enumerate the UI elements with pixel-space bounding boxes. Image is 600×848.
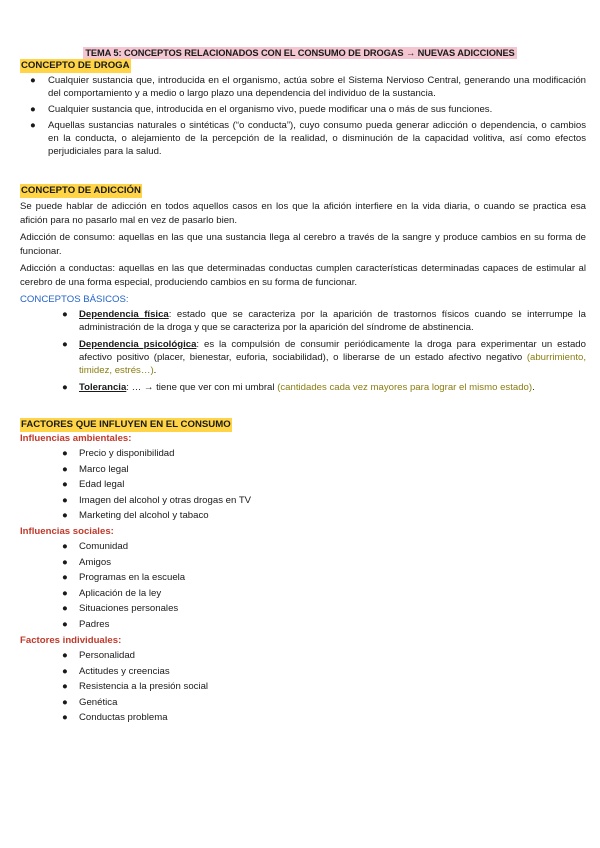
list-item: ● Marketing del alcohol y tabaco (62, 508, 251, 524)
group-heading-ambientales: Influencias ambientales: (20, 433, 132, 444)
bullet-icon: ● (62, 541, 68, 552)
bullet-icon: ● (62, 381, 68, 393)
list-item: ● Aplicación de la ley (62, 586, 185, 602)
list-item: ● Precio y disponibilidad (62, 446, 251, 462)
droga-definitions-list (30, 74, 586, 161)
bullet-icon: ● (62, 665, 68, 677)
group-heading-sociales: Influencias sociales: (20, 526, 114, 537)
list-item: ● Personalidad (62, 648, 208, 664)
sociales-list (62, 539, 185, 633)
paragraph-adiccion-general: Se puede hablar de adicción en todos aquellos casos en los que la afición interfiere en la vida diaria, o cuando se practica esa afición para no pasarlo mal en vez de pasarlo bien. (20, 201, 586, 226)
bullet-icon: ● (62, 556, 68, 568)
basic-concepts-heading: CONCEPTOS BÁSICOS: (20, 294, 129, 305)
bullet-icon: ● (30, 119, 36, 131)
group-heading-individuales: Factores individuales: (20, 635, 122, 646)
bullet-icon: ● (62, 587, 68, 599)
paragraph-adiccion-conductas: Adicción a conductas: aquellas en las que determinadas conductas cumplen características determinadas capaces de estimular al cerebro de una forma especial, produciendo cambios en su forma de funcionar. (20, 263, 586, 288)
list-item: ● Dependencia psicológica: es la compulsión de consumir periódicamente la droga para experimentar un estado afectivo positivo (placer, bienestar, euforia, sociabilidad), o liberarse de un estado afectivo negativo (aburrimiento, timidez, estrés…). (62, 338, 586, 377)
bullet-icon: ● (62, 712, 68, 724)
list-item: ● Dependencia física: estado que se caracteriza por la aparición de trastornos físicos cuando se interrumpe la administración de la droga y que se caracteriza por la aparición del síndrome de abstinencia. (62, 309, 586, 334)
bullet-icon: ● (62, 572, 68, 584)
bullet-icon: ● (62, 681, 68, 693)
section-heading-droga: CONCEPTO DE DROGA (21, 60, 130, 71)
term: Dependencia psicológica (79, 338, 197, 350)
list-item: ● Conductas problema (62, 710, 208, 726)
bullet-icon: ● (30, 75, 36, 86)
basic-concepts-list (62, 308, 586, 397)
bullet-icon: ● (62, 618, 68, 630)
list-item: ● Edad legal (62, 477, 251, 493)
list-item: ● Tolerancia: … → tiene que ver con mi umbral (cantidades cada vez mayores para lograr el mismo estado). (62, 381, 535, 393)
note: (cantidades cada vez mayores para lograr el mismo estado) (277, 381, 533, 393)
bullet-icon: ● (62, 338, 68, 350)
list-item: ● Actitudes y creencias (62, 664, 208, 680)
section-heading-adiccion: CONCEPTO DE ADICCIÓN (21, 185, 141, 196)
list-item: ● Cualquier sustancia que, introducida en el organismo, actúa sobre el Sistema Nervioso Central, generando una modificación del comportamiento y a medio o largo plazo una dependencia del individuo de la sustancia. (30, 75, 586, 100)
section-heading-factores: FACTORES QUE INFLUYEN EN EL CONSUMO (21, 419, 231, 430)
bullet-icon: ● (30, 103, 36, 115)
list-item: ● Imagen del alcohol y otras drogas en TV (62, 493, 251, 509)
ambientales-list (62, 446, 251, 524)
bullet-icon: ● (62, 479, 68, 491)
note: (aburrimiento, timidez, estrés…) (79, 352, 586, 377)
bullet-icon: ● (62, 603, 68, 615)
list-item: ● Padres (62, 617, 185, 633)
list-item: ● Resistencia a la presión social (62, 679, 208, 695)
list-item: ● Aquellas sustancias naturales o sintéticas (“o conducta”), cuyo consumo pueda generar adicción o dependencia, o cambios en la conducta, o alejamiento de la percepción de la realidad, o disminución de la capacidad volitiva, así como efectos perjudiciales para la salud. (30, 119, 586, 158)
list-item: ● Genética (62, 695, 208, 711)
list-item: ● Programas en la escuela (62, 570, 185, 586)
bullet-icon: ● (62, 448, 68, 459)
bullet-icon: ● (62, 309, 68, 320)
list-item: ● Situaciones personales (62, 601, 185, 617)
term: Dependencia física (79, 309, 169, 320)
bullet-icon: ● (62, 463, 68, 475)
bullet-icon: ● (62, 696, 68, 708)
list-item: ● Marco legal (62, 462, 251, 478)
list-item: ● Cualquier sustancia que, introducida en el organismo vivo, puede modificar una o más de sus funciones. (30, 103, 493, 115)
individuales-list (62, 648, 208, 726)
paragraph-adiccion-consumo: Adicción de consumo: aquellas en las que una sustancia llega al cerebro a través de la sangre y produce cambios en su forma de funcionar. (20, 232, 586, 257)
bullet-icon: ● (62, 650, 68, 661)
page-title: TEMA 5: CONCEPTOS RELACIONADOS CON EL CONSUMO DE DROGAS → NUEVAS ADICCIONES (85, 48, 515, 58)
bullet-icon: ● (62, 494, 68, 506)
bullet-icon: ● (62, 510, 68, 522)
list-item: ● Amigos (62, 555, 185, 571)
term: Tolerancia (79, 381, 127, 393)
list-item: ● Comunidad (62, 539, 185, 555)
